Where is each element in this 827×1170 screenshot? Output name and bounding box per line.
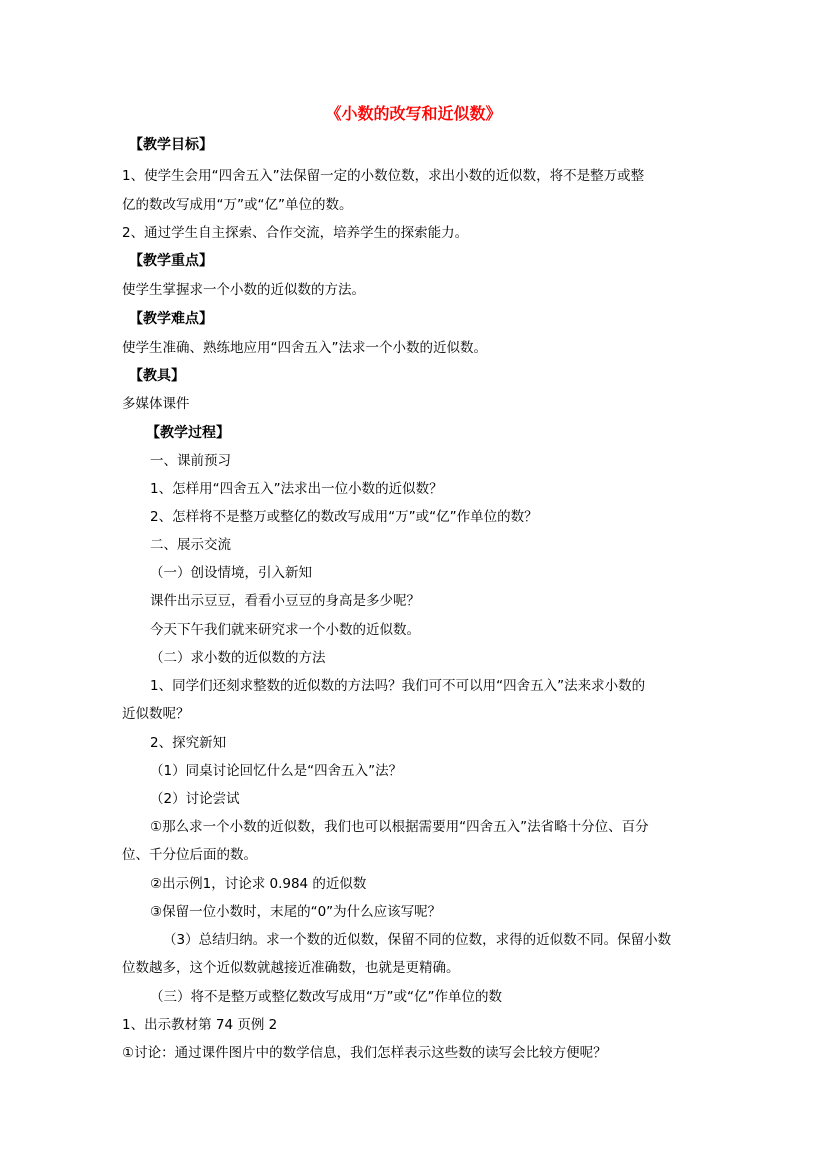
paragraph-line: （2）讨论尝试 bbox=[150, 791, 240, 807]
paragraph-line: 1、同学们还刻求整数的近似数的方法吗？我们可不可以用“四舍五入”法来求小数的 bbox=[150, 678, 646, 694]
paragraph-line: ②出示例1，讨论求 0.984 的近似数 bbox=[150, 876, 367, 892]
paragraph-line: 1、出示教材第 74 页例 2 bbox=[122, 1017, 278, 1033]
paragraph-line: 今天下午我们就来研究求一个小数的近似数。 bbox=[150, 622, 420, 638]
heading-teaching-process: 【教学过程】 bbox=[146, 425, 230, 441]
paragraph-line: （二）求小数的近似数的方法 bbox=[150, 650, 326, 666]
paragraph-line: 位、千分位后面的数。 bbox=[122, 847, 257, 863]
paragraph-line: （1）同桌讨论回忆什么是“四舍五入”法？ bbox=[150, 763, 403, 779]
paragraph-line: 使学生掌握求一个小数的近似数的方法。 bbox=[122, 282, 365, 298]
paragraph-line: ①讨论：通过课件图片中的数学信息，我们怎样表示这些数的读写会比较方便呢？ bbox=[122, 1045, 607, 1061]
paragraph-line: 2、通过学生自主探索、合作交流，培养学生的探索能力。 bbox=[122, 225, 469, 241]
paragraph-line: 使学生准确、熟练地应用“四舍五入”法求一个小数的近似数。 bbox=[122, 340, 487, 356]
paragraph-line: 2、怎样将不是整万或整亿的数改写成用“万”或“亿”作单位的数？ bbox=[150, 509, 538, 525]
paragraph-line: 亿的数改写成用“万”或“亿”单位的数。 bbox=[122, 197, 353, 213]
paragraph-line: 课件出示豆豆，看看小豆豆的身高是多少呢？ bbox=[150, 593, 420, 609]
heading-key-points: 【教学重点】 bbox=[129, 253, 213, 269]
paragraph-line: 二、展示交流 bbox=[150, 537, 231, 553]
paragraph-line: 1、怎样用“四舍五入”法求出一位小数的近似数？ bbox=[150, 481, 443, 497]
paragraph-line: ③保留一位小数时，末尾的“0”为什么应该写呢？ bbox=[150, 904, 442, 920]
paragraph-line: 近似数呢？ bbox=[122, 706, 190, 722]
paragraph-line: （一）创设情境，引入新知 bbox=[150, 565, 312, 581]
heading-teaching-aids: 【教具】 bbox=[129, 368, 185, 384]
paragraph-line: ①那么求一个小数的近似数，我们也可以根据需要用“四舍五入”法省略十分位、百分 bbox=[150, 819, 649, 835]
heading-teaching-goals: 【教学目标】 bbox=[129, 137, 213, 153]
paragraph-line: 多媒体课件 bbox=[122, 396, 190, 412]
paragraph-line: 一、课前预习 bbox=[150, 453, 231, 469]
paragraph-line: （3）总结归纳。求一个数的近似数，保留不同的位数，求得的近似数不同。保留小数 bbox=[163, 932, 672, 948]
paragraph-line: 位数越多，这个近似数就越接近准确数，也就是更精确。 bbox=[122, 960, 460, 976]
heading-difficulties: 【教学难点】 bbox=[129, 311, 213, 327]
paragraph-line: 2、探究新知 bbox=[150, 735, 227, 751]
document-title: 《小数的改写和近似数》 bbox=[325, 104, 502, 123]
paragraph-line: 1、使学生会用“四舍五入”法保留一定的小数位数，求出小数的近似数，将不是整万或整 bbox=[122, 168, 645, 184]
paragraph-line: （三）将不是整万或整亿数改写成用“万”或“亿”作单位的数 bbox=[150, 989, 502, 1005]
